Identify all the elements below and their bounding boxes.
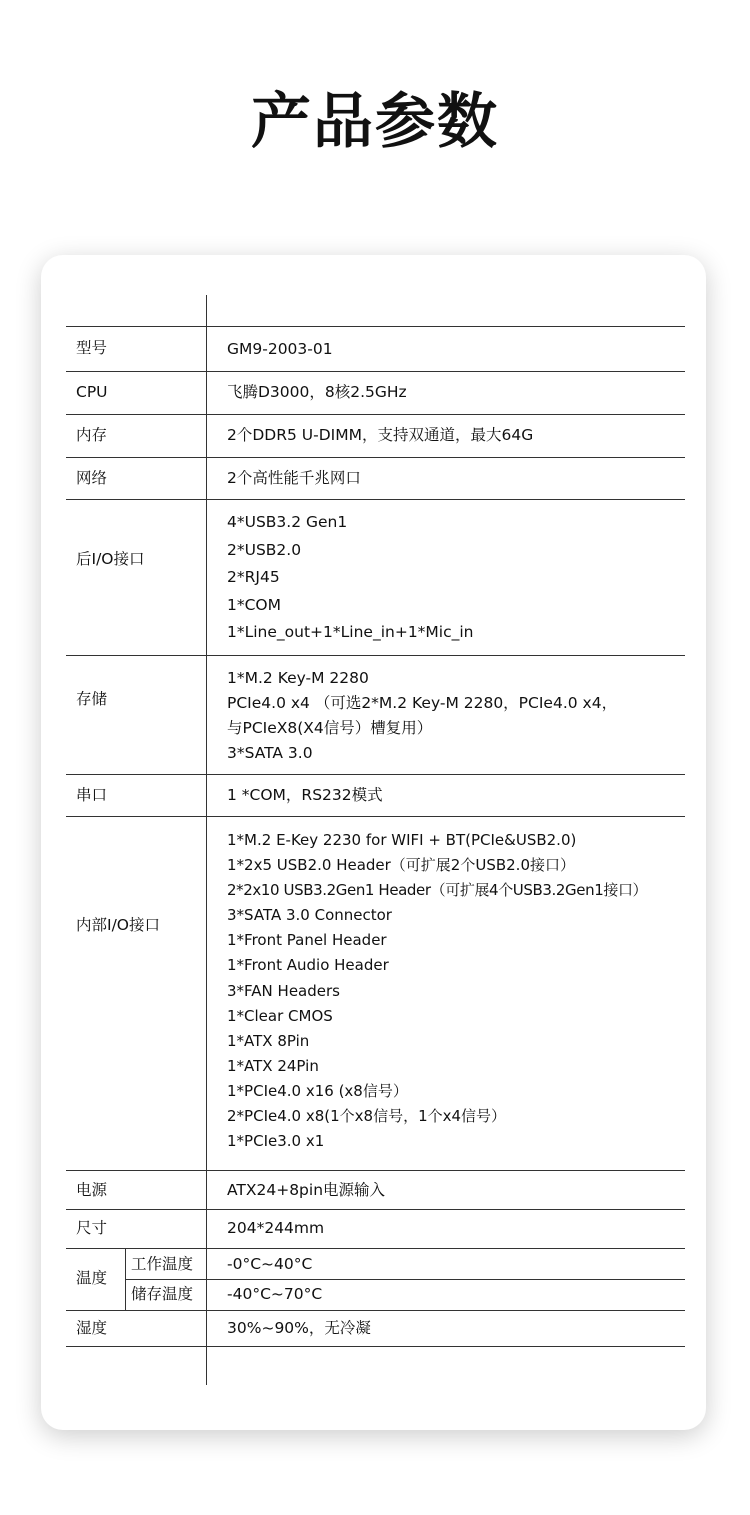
- rear-io-label: 后I/O接口: [76, 550, 145, 568]
- rear-io-item: 2*RJ45: [227, 568, 280, 586]
- internal-io-item: 1*PCIe3.0 x1: [227, 1132, 325, 1151]
- working-temperature-value: -0°C~40°C: [227, 1255, 313, 1273]
- model-value: GM9-2003-01: [227, 340, 333, 358]
- rear-io-item: 2*USB2.0: [227, 540, 302, 559]
- storage-temperature-value: -40°C~70°C: [227, 1285, 323, 1303]
- cpu-value: 飞腾D3000，8核2.5GHz: [227, 383, 407, 401]
- storage-list: [227, 666, 617, 766]
- table-rule: [66, 1346, 685, 1347]
- internal-io-item: 2*PCIe4.0 x8(1个x8信号，1个x4信号）: [227, 1107, 507, 1126]
- table-rule: [66, 1209, 685, 1210]
- internal-io-item: 1*Clear CMOS: [227, 1006, 333, 1025]
- memory-value: 2个DDR5 U-DIMM，支持双通道，最大64G: [227, 426, 534, 444]
- table-rule: [66, 457, 685, 458]
- working-temperature-label: 工作温度: [131, 1255, 194, 1273]
- internal-io-item: 1*ATX 24Pin: [227, 1056, 319, 1075]
- network-value: 2个高性能千兆网口: [227, 469, 361, 487]
- humidity-label: 湿度: [76, 1319, 108, 1337]
- internal-io-label: 内部I/O接口: [76, 916, 160, 934]
- rear-io-item: 1*Line_out+1*Line_in+1*Mic_in: [227, 623, 474, 641]
- power-value: ATX24+8pin电源输入: [227, 1181, 386, 1199]
- page-title: 产品参数: [251, 87, 499, 157]
- internal-io-item: 2*2x10 USB3.2Gen1 Header（可扩展4个USB3.2Gen1接口）: [227, 881, 648, 900]
- serial-value: 1 *COM，RS232模式: [227, 786, 383, 804]
- table-rule: [66, 1248, 685, 1249]
- size-label: 尺寸: [76, 1219, 108, 1237]
- cpu-label: CPU: [76, 383, 108, 401]
- internal-io-item: 1*2x5 USB2.0 Header（可扩展2个USB2.0接口）: [227, 856, 575, 875]
- table-rule: [66, 1310, 685, 1311]
- serial-label: 串口: [76, 786, 108, 804]
- humidity-value: 30%~90%，无冷凝: [227, 1319, 371, 1337]
- storage-temperature-label: 储存温度: [131, 1285, 194, 1303]
- internal-io-list: [227, 828, 647, 1154]
- internal-io-item: 1*PCIe4.0 x16 (x8信号）: [227, 1081, 408, 1100]
- storage-item: 3*SATA 3.0: [227, 744, 313, 762]
- table-rule: [66, 414, 685, 415]
- table-rule: [66, 499, 685, 500]
- size-value: 204*244mm: [227, 1219, 325, 1237]
- internal-io-item: 1*M.2 E-Key 2230 for WIFI + BT(PCIe&USB2.0): [227, 831, 577, 849]
- internal-io-item: 1*Front Audio Header: [227, 956, 389, 975]
- rear-io-item: 1*COM: [227, 595, 282, 614]
- storage-label: 存储: [76, 690, 108, 708]
- network-label: 网络: [76, 469, 108, 487]
- storage-item: 1*M.2 Key-M 2280: [227, 669, 369, 687]
- table-rule: [66, 816, 685, 817]
- internal-io-item: 3*FAN Headers: [227, 981, 340, 1000]
- model-label: 型号: [76, 339, 108, 357]
- internal-io-item: 1*ATX 8Pin: [227, 1031, 310, 1050]
- rear-io-list: [227, 509, 474, 647]
- column-divider: [206, 295, 207, 1385]
- power-label: 电源: [76, 1181, 108, 1199]
- table-rule: [66, 1170, 685, 1171]
- temperature-label: 温度: [76, 1269, 108, 1287]
- internal-io-item: 1*Front Panel Header: [227, 931, 387, 950]
- table-rule: [66, 774, 685, 775]
- internal-io-item: 3*SATA 3.0 Connector: [227, 906, 392, 925]
- table-rule: [66, 655, 685, 656]
- storage-item: PCIe4.0 x4 （可选2*M.2 Key-M 2280，PCIe4.0 x4，: [227, 694, 618, 712]
- table-rule: [125, 1279, 685, 1280]
- rear-io-item: 4*USB3.2 Gen1: [227, 513, 348, 531]
- table-rule: [66, 326, 685, 327]
- storage-item: 与PCIeX8(X4信号）槽复用）: [227, 719, 433, 737]
- memory-label: 内存: [76, 426, 108, 444]
- table-rule: [66, 371, 685, 372]
